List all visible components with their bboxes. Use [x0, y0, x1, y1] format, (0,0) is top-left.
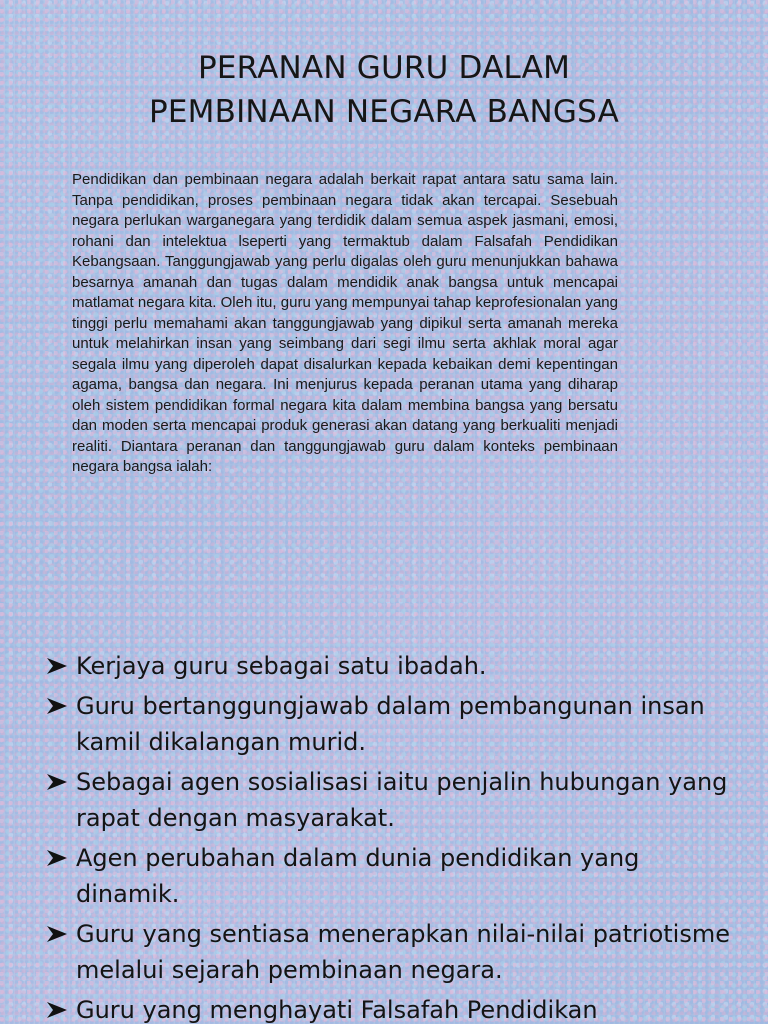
role-text: Kerjaya guru sebagai satu ibadah. [76, 652, 487, 680]
role-item-4 [46, 840, 746, 912]
page-title [0, 46, 768, 134]
role-text: Guru yang sentiasa menerapkan nilai-nilai patriotisme melalui sejarah pembinaan negara. [76, 920, 730, 984]
arrow-bullet-icon [46, 697, 68, 715]
role-item-1 [46, 648, 746, 684]
role-text: Guru bertanggungjawab dalam pembangunan insan kamil dikalangan murid. [76, 692, 705, 756]
arrow-bullet-icon [46, 657, 68, 675]
arrow-bullet-icon [46, 1001, 68, 1019]
role-text: Sebagai agen sosialisasi iaitu penjalin hubungan yang rapat dengan masyarakat. [76, 768, 728, 832]
role-item-3 [46, 764, 746, 836]
roles-list [46, 648, 746, 1024]
intro-paragraph: Pendidikan dan pembinaan negara adalah berkait rapat antara satu sama lain. Tanpa pendidikan, proses pembinaan negara tidak akan tercapai. Sesebuah negara perlukan warganegara yang terdidik dalam semua aspek jasmani, emosi, rohani dan intelektua lseperti yang termaktub dalam Falsafah Pendidikan Kebangsaan. Tanggungjawab yang perlu digalas oleh guru menunjukkan bahawa besarnya amanah dan tugas dalam mendidik anak bangsa untuk mencapai matlamat negara kita. Oleh itu, guru yang mempunyai tahap keprofesionalan yang tinggi perlu memahami akan tanggungjawab yang dipikul serta amanah mereka untuk melahirkan insan yang seimbang dari segi ilmu serta akhlak moral agar segala ilmu yang diperoleh dapat disalurkan kepada kebaikan demi kepentingan agama, bangsa dan negara. Ini menjurus kepada peranan utama yang diharap oleh sistem pendidikan formal negara kita dalam membina bangsa yang bersatu dan moden serta mencapai produk generasi akan datang yang berkualiti menjadi realiti. Diantara peranan dan tanggungjawab guru dalam konteks pembinaan negara bangsa ialah: [72, 171, 618, 475]
role-text: Agen perubahan dalam dunia pendidikan yang dinamik. [76, 844, 640, 908]
role-item-2 [46, 688, 746, 760]
role-text: Guru yang menghayati Falsafah Pendidikan [76, 996, 598, 1024]
role-item-5 [46, 916, 746, 988]
role-item-6 [46, 992, 746, 1024]
arrow-bullet-icon [46, 773, 68, 791]
arrow-bullet-icon [46, 925, 68, 943]
arrow-bullet-icon [46, 849, 68, 867]
page-title-line-1: PERANAN GURU DALAM [197, 50, 571, 86]
page-title-line-2: PEMBINAAN NEGARA BANGSA [148, 94, 620, 130]
